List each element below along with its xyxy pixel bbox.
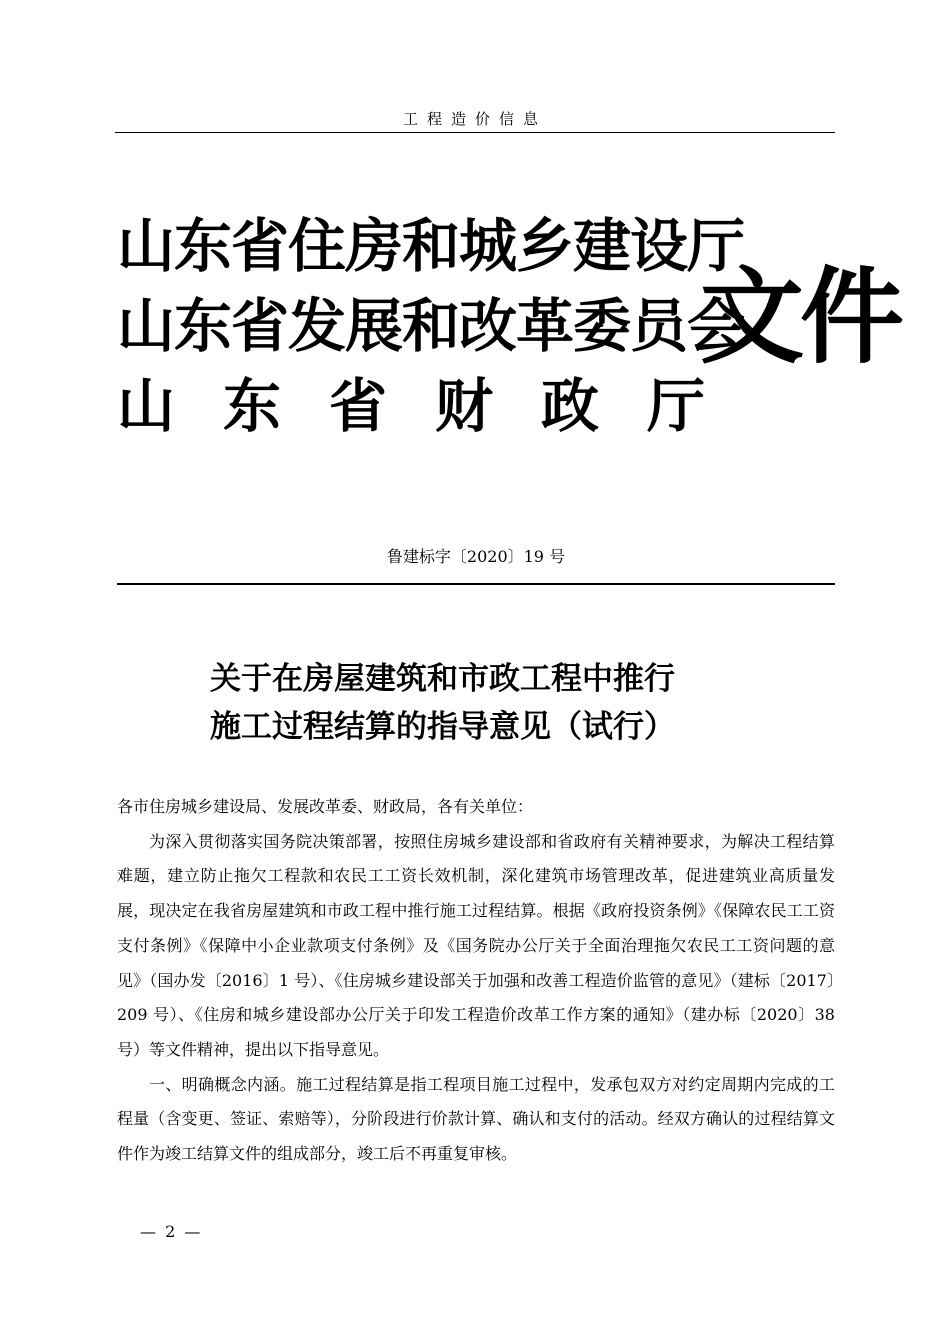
issuer-housing-department: 山东省住房和城乡建设厅: [117, 212, 745, 280]
salutation: 各市住房城乡建设局、发展改革委、财政局，各有关单位：: [117, 797, 534, 816]
title-line-2: 施工过程结算的指导意见（试行）: [210, 709, 675, 745]
issuer-finance-department: 山东省财政厅: [117, 372, 754, 440]
document-word: 文件: [700, 256, 901, 378]
running-header: 工程造价信息: [402, 110, 547, 128]
document-title: [117, 655, 835, 751]
document-number: 鲁建标字〔2020〕19 号: [386, 547, 566, 566]
document-body: [117, 790, 835, 1172]
document-number-rule: [117, 583, 835, 585]
issuing-authorities: [117, 206, 754, 446]
title-line-1: 关于在房屋建筑和市政工程中推行: [210, 661, 675, 697]
paragraph-intro: 为深入贯彻落实国务院决策部署，按照住房城乡建设部和省政府有关精神要求，为解决工程结算难题，建立防止拖欠工程款和农民工工资长效机制，深化建筑市场管理改革，促进建筑业高质量发展，现决定在我省房屋建筑和市政工程中推行施工过程结算。根据《政府投资条例》《保障农民工工资支付条例》《保障中小企业款项支付条例》及《国务院办公厅关于全面治理拖欠农民工工资问题的意见》（国办发〔2016〕1 号）、《住房城乡建设部关于加强和改善工程造价监管的意见》（建标〔2017〕209 号）、《住房和城乡建设部办公厅关于印发工程造价改革工作方案的通知》（建办标〔2020〕38 号）等文件精神，提出以下指导意见。: [117, 831, 835, 1059]
page-number: — 2 —: [140, 1222, 203, 1241]
issuer-development-commission: 山东省发展和改革委员会: [117, 292, 745, 360]
paragraph-section-1: 一、明确概念内涵。施工过程结算是指工程项目施工过程中，发承包双方对约定周期内完成的工程量（含变更、签证、索赔等），分阶段进行价款计算、确认和支付的活动。经双方确认的过程结算文件作为竣工结算文件的组成部分，竣工后不再重复审核。: [117, 1074, 835, 1164]
header-rule: [115, 132, 835, 133]
